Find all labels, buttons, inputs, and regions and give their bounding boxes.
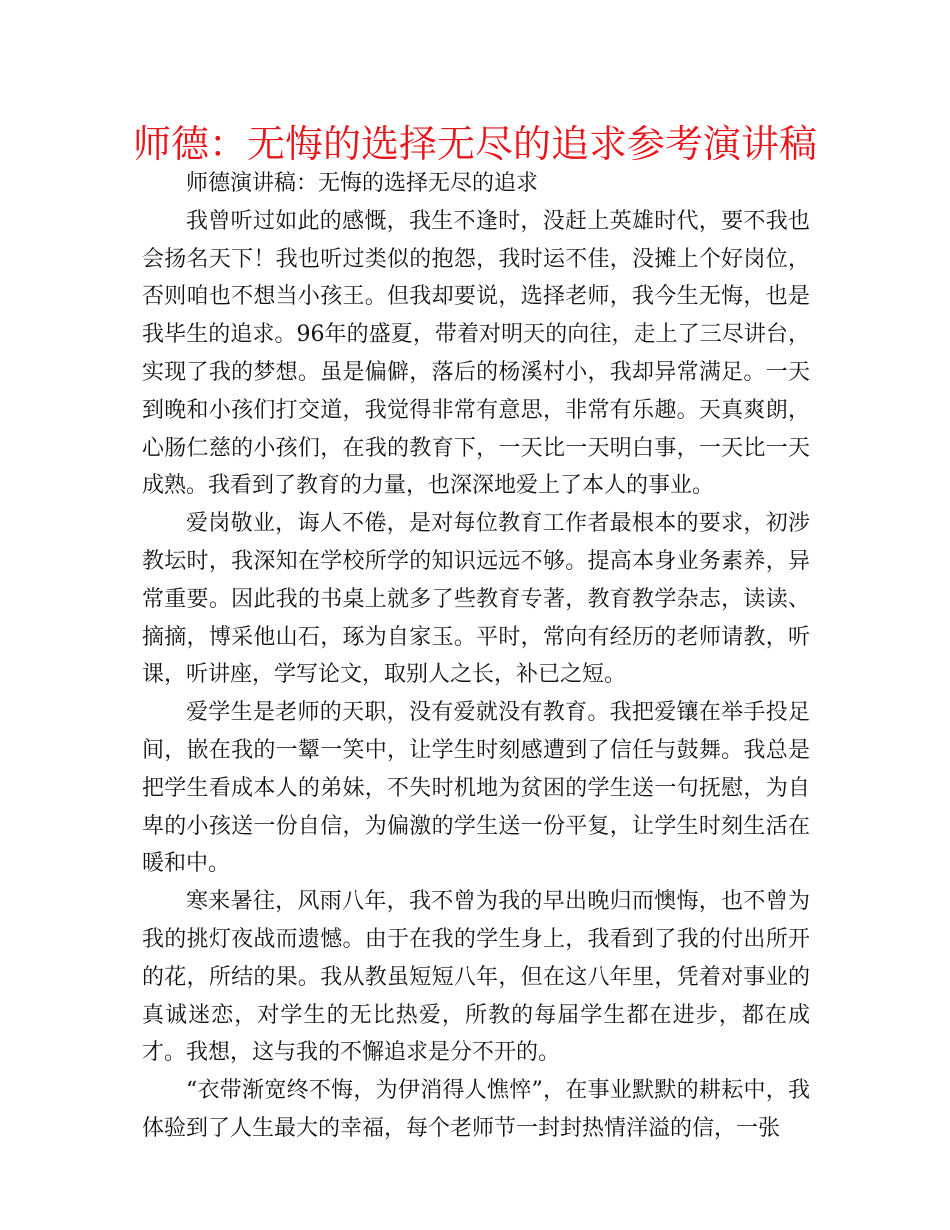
document-subtitle: 师德演讲稿：无悔的选择无尽的追求 [186,171,539,196]
paragraph-3: 爱学生是老师的天职，没有爱就没有教育。我把爱镶在举手投足间，嵌在我的一颦一笑中，让学生时刻感遭到了信任与鼓舞。我总是把学生看成本人的弟妹，不失时机地为贫困的学生送一句抚慰，为自卑的小孩送一份自信，为偏激的学生送一份平复，让学生时刻生活在暖和中。 [142,700,810,877]
paragraph-4: 寒来暑往，风雨八年，我不曾为我的早出晚归而懊悔，也不曾为我的挑灯夜战而遗憾。由于在我的学生身上，我看到了我的付出所开的花，所结的果。我从教虽短短八年，但在这八年里，凭着对事业的真诚迷恋，对学生的无比热爱，所教的每届学生都在进步，都在成才。我想，这与我的不懈追求是分不开的。 [142,889,810,1066]
paragraph-1: 我曾听过如此的感慨，我生不逢时，没赶上英雄时代，要不我也会扬名天下！我也听过类似的抱怨，我时运不佳，没摊上个好岗位，否则咱也不想当小孩王。但我却要说，选择老师，我今生无悔，也是我毕生的追求。96年的盛夏，带着对明天的向往，走上了三尽讲台，实现了我的梦想。虽是偏僻，落后的杨溪村小，我却异常满足。一天到晚和小孩们打交道，我觉得非常有意思，非常有乐趣。天真爽朗，心肠仁慈的小孩们，在我的教育下，一天比一天明白事，一天比一天成熟。我看到了教育的力量，也深深地爱上了本人的事业。 [142,208,810,499]
document-title: 师德：无悔的选择无尽的追求参考演讲稿 [132,122,817,166]
paragraph-5: “衣带渐宽终不悔，为伊消得人憔悴”，在事业默默的耕耘中，我体验到了人生最大的幸福，每个老师节一封封热情洋溢的信，一张 [142,1078,810,1141]
paragraph-2: 爱岗敬业，诲人不倦，是对每位教育工作者最根本的要求，初涉教坛时，我深知在学校所学的知识远远不够。提高本身业务素养，异常重要。因此我的书桌上就多了些教育专著，教育教学杂志，读读、摘摘，博采他山石，琢为自家玉。平时，常向有经历的老师请教，听课，听讲座，学写论文，取别人之长，补已之短。 [142,511,810,688]
document-body [142,165,810,1148]
